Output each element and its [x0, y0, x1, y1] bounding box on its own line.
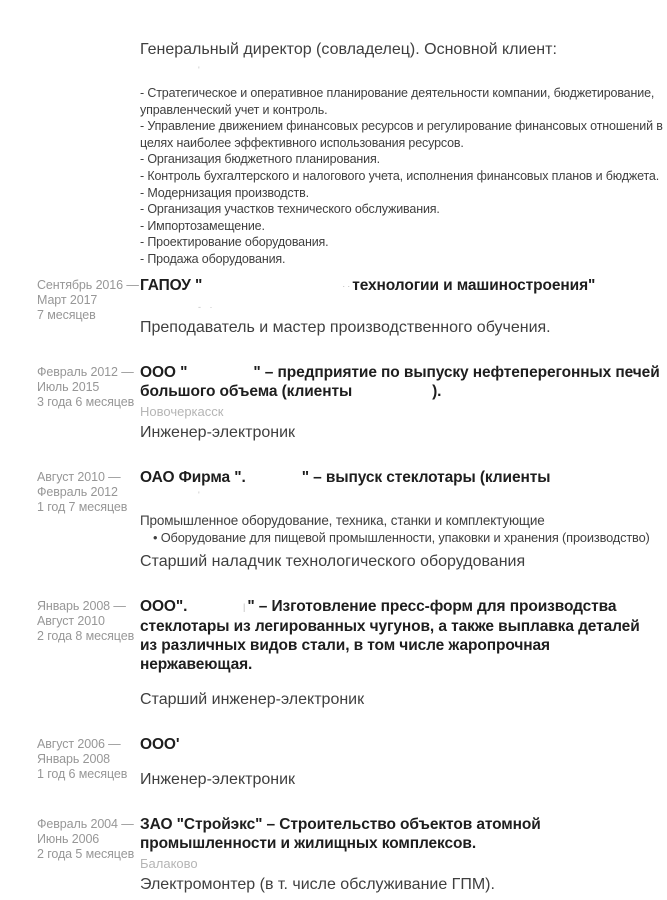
- date-range: Август 2010: [37, 613, 105, 628]
- company-title-text: " – выпуск стеклотары (клиенты: [301, 468, 551, 486]
- date-range: Июль 2015: [37, 379, 100, 394]
- company-title-text: " – предприятие по выпуску нефтеперегонных печей: [253, 363, 660, 381]
- date-range: Февраль 2004 —: [37, 816, 134, 831]
- company-location: Балаково: [140, 855, 198, 871]
- company-title: [140, 468, 637, 487]
- duration: 2 года 5 месяцев: [37, 846, 135, 861]
- company-title-text: ООО': [140, 735, 180, 753]
- date-range: Февраль 2012: [37, 484, 118, 499]
- experience-entry: [37, 468, 650, 571]
- date-range: Сентябрь 2016 —: [37, 277, 139, 292]
- experience-entry: [37, 363, 660, 442]
- industry-detail-line: • Оборудование для пищевой промышленности, упаковки и хранения (производство): [153, 529, 650, 545]
- date-range: Август 2006 —: [37, 736, 121, 751]
- experience-body: [140, 363, 660, 442]
- company-title-line: [140, 617, 640, 636]
- responsibilities-list: [140, 85, 663, 268]
- redaction-remnant: - ·: [198, 301, 216, 312]
- position-title: Инженер-электроник: [140, 770, 296, 788]
- responsibility-line: - Управление движением финансовых ресурсов и регулирование финансовых отношений в: [140, 119, 663, 134]
- responsibility-line: - Организация участков технического обслуживания.: [140, 202, 440, 217]
- date-range: Март 2017: [37, 292, 98, 307]
- company-title-line: [140, 382, 637, 401]
- redaction-gap: [187, 597, 247, 617]
- company-title-line: [140, 815, 637, 834]
- experience-dates: [37, 363, 140, 442]
- company-title-line: [140, 468, 637, 487]
- position-title: Преподаватель и мастер производственного обучения.: [140, 318, 551, 336]
- redaction-remnant: ': [198, 489, 203, 500]
- company-title-line: [140, 363, 660, 382]
- experience-body: [140, 597, 640, 709]
- experience-dates: [37, 468, 140, 571]
- date-range: Январь 2008 —: [37, 598, 126, 613]
- experience-entry: [37, 40, 663, 268]
- company-title-text: большого объема (клиенты: [140, 382, 353, 400]
- company-title-line: [140, 735, 637, 754]
- date-range: Август 2010 —: [37, 469, 121, 484]
- experience-entry: [37, 735, 637, 789]
- responsibility-line: - Импортозамещение.: [140, 218, 265, 233]
- company-title-line: [140, 834, 637, 853]
- responsibility-line: целях наиболее эффективного использования ресурсов.: [140, 135, 464, 150]
- company-location: Новочеркасск: [140, 403, 224, 419]
- redaction-remnant: ··: [342, 280, 353, 291]
- responsibility-line: - Контроль бухгалтерского и налогового учета, исполнения финансовых планов и бюджета.: [140, 168, 660, 183]
- date-range: Январь 2008: [37, 751, 111, 766]
- experience-body: [140, 40, 663, 268]
- redaction-gap: [202, 276, 352, 296]
- company-title: [140, 276, 637, 296]
- company-title-text: ООО ": [140, 363, 188, 381]
- experience-dates: [37, 597, 140, 709]
- redaction-remnant: |: [242, 601, 248, 612]
- duration: 3 года 6 месяцев: [37, 394, 135, 409]
- company-title-text: " – Изготовление пресс-форм для производства: [247, 597, 617, 615]
- responsibility-line: - Стратегическое и оперативное планирование деятельности компании, бюджетирование,: [140, 86, 655, 100]
- position-title: Электромонтер (в т. числе обслуживание ГПМ).: [140, 875, 495, 893]
- company-title-text: технологии и машиностроения": [352, 276, 596, 294]
- duration: 7 месяцев: [37, 307, 96, 322]
- company-title-text: из различных видов стали, в том числе жаропрочная: [140, 636, 550, 654]
- company-title-text: ЗАО "Стройэкс" – Строительство объектов атомной: [140, 815, 541, 833]
- position-title: Старший наладчик технологического оборудования: [140, 552, 526, 570]
- company-title: [140, 597, 640, 674]
- experience-entry: [37, 815, 637, 894]
- responsibility-line: - Продажа оборудования.: [140, 251, 286, 266]
- responsibility-line: - Организация бюджетного планирования.: [140, 152, 380, 167]
- experience-dates: [37, 276, 140, 337]
- company-title: [140, 363, 660, 401]
- company-title-text: ГАПОУ ": [140, 276, 203, 294]
- company-title-line: [140, 655, 637, 674]
- company-title-line: [140, 597, 637, 617]
- date-range: Июнь 2006: [37, 831, 100, 846]
- company-title: [140, 40, 637, 59]
- company-title-text: ОАО Фирма ".: [140, 468, 246, 486]
- company-title: [140, 735, 637, 754]
- position-title: Старший инженер-электроник: [140, 690, 365, 708]
- experience-entry: [37, 597, 640, 709]
- experience-body: [140, 735, 637, 789]
- date-range: Февраль 2012 —: [37, 364, 134, 379]
- experience-body: [140, 815, 637, 894]
- responsibility-line: управленческий учет и контроль.: [140, 102, 328, 117]
- company-title-line: [140, 276, 637, 296]
- company-title: [140, 815, 637, 853]
- experience-dates: [37, 735, 140, 789]
- company-title-text: ООО".: [140, 597, 188, 615]
- experience-entry: [37, 276, 637, 337]
- company-title-line: [140, 636, 637, 655]
- industry-line: Промышленное оборудование, техника, станки и комплектующие: [140, 512, 545, 528]
- company-title-text: Генеральный директор (совладелец). Основной клиент:: [140, 41, 557, 58]
- company-title-text: ).: [432, 382, 442, 400]
- company-title-text: нержавеющая.: [140, 655, 253, 673]
- duration: 1 год 6 месяцев: [37, 766, 128, 781]
- duration: 2 года 8 месяцев: [37, 628, 135, 643]
- responsibility-line: - Модернизация производств.: [140, 185, 309, 200]
- company-title-text: стеклотары из легированных чугунов, а также выплавка деталей: [140, 617, 640, 635]
- experience-dates: [37, 40, 140, 268]
- duration: 1 год 7 месяцев: [37, 499, 128, 514]
- experience-dates: [37, 815, 140, 894]
- experience-body: [140, 276, 637, 337]
- company-title-text: промышленности и жилищных комплексов.: [140, 834, 477, 852]
- redaction-remnant: ': [198, 65, 203, 75]
- position-title: Инженер-электроник: [140, 423, 296, 441]
- responsibility-line: - Проектирование оборудования.: [140, 235, 329, 250]
- experience-body: [140, 468, 650, 571]
- company-title-line: [140, 40, 637, 59]
